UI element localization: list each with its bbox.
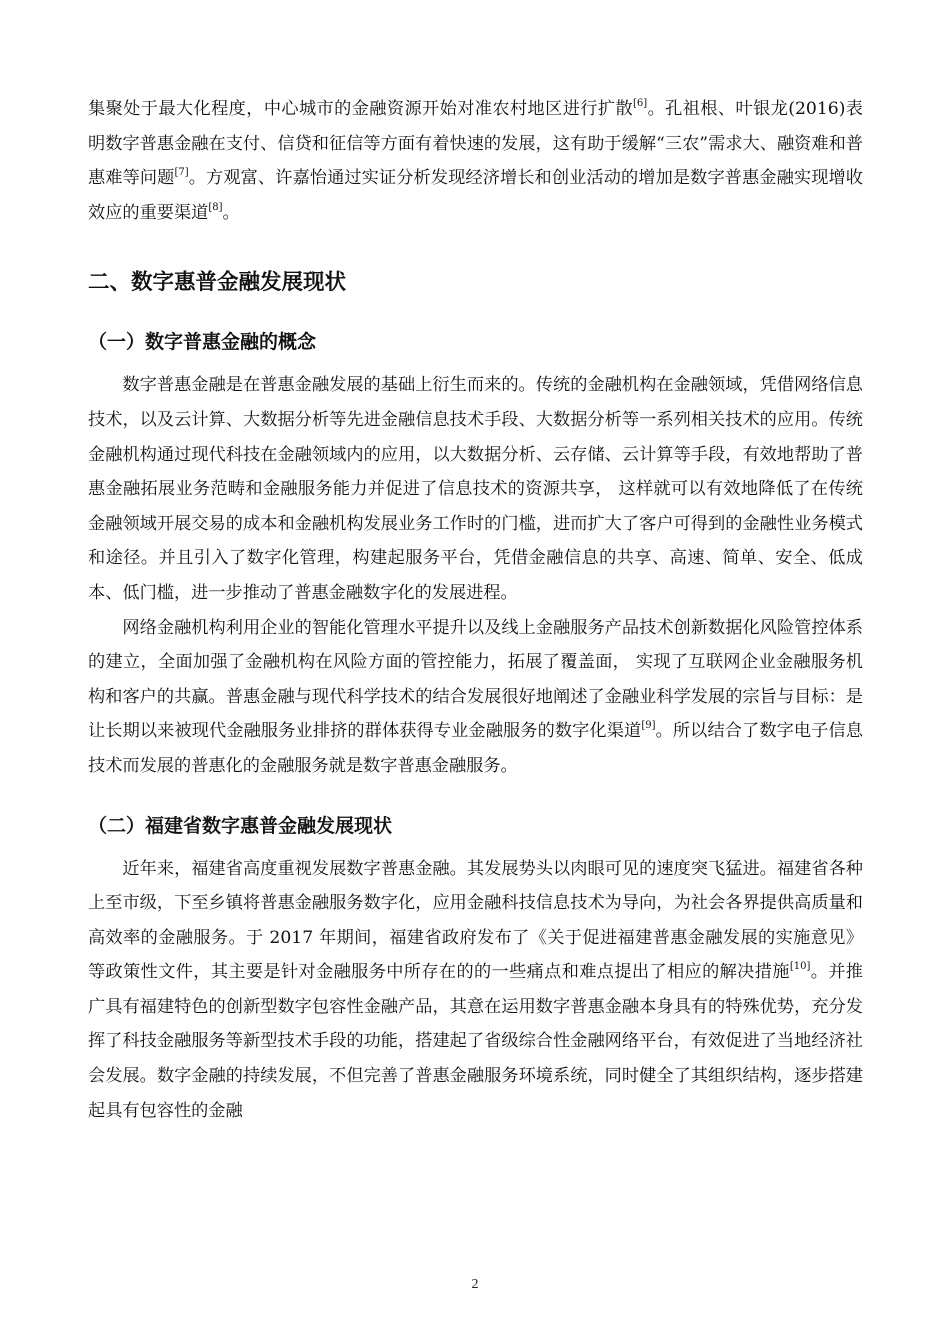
page-content bbox=[88, 92, 863, 1128]
page-number: 2 bbox=[471, 1277, 479, 1292]
citation-ref: [8] bbox=[208, 201, 223, 213]
paragraph-fujian bbox=[88, 852, 863, 1129]
citation-ref: [7] bbox=[174, 167, 189, 179]
text-run: 集聚处于最大化程度，中心城市的金融资源开始对准农村地区进行扩散 bbox=[88, 99, 634, 119]
subsection-heading-fujian: （二）福建省数字惠普金融发展现状 bbox=[88, 814, 393, 837]
text-run: 。 bbox=[222, 202, 240, 223]
section-heading: 二、数字惠普金融发展现状 bbox=[88, 270, 347, 296]
paragraph-concept-1: 数字普惠金融是在普惠金融发展的基础上衍生而来的。传统的金融机构在金融领域，凭借网络信息技术，以及云计算、大数据分析等先进金融信息技术手段、大数据分析等一系列相关技术的应用。传统金融机构通过现代科技在金融领域内的应用，以大数据分析、云存储、云计算等手段，有效地帮助了普惠金融拓展业务范畴和金融服务能力并促进了信息技术的资源共享， 这样就可以有效地降低了在传统金融领域开展交易的成本和金融机构发展业务工作时的门槛，进而扩大了客户可得到的金融性业务模式和途径。并且引入了数字化管理，构建起服务平台，凭借金融信息的共享、高速、简单、安全、低成本、低门槛，进一步推动了普惠金融数字化的发展进程。 bbox=[88, 375, 863, 603]
text-run: 网络金融机构利用企业的智能化管理水平提升以及线上金融服务产品技术创新数据化风险管控体系的建立，全面加强了金融机构在风险方面的管控能力，拓展了覆盖面， 实现了互联网企业金融服务机构和客户的共赢。普惠金融与现代科学技术的结合发展很好地阐述了金融业科学发展的宗旨与目标：是让长期以来被现代金融服务业排挤的群体获得专业金融服务的数字化渠道 bbox=[88, 617, 863, 742]
citation-ref: [10] bbox=[789, 961, 811, 973]
text-run: 。并推广具有福建特色的创新型数字包容性金融产品，其意在运用数字普惠金融本身具有的特殊优势，充分发挥了科技金融服务等新型技术手段的功能，搭建起了省级综合性金融网络平台，有效促进了当地经济社会发展。数字金融的持续发展，不但完善了普惠金融服务环境系统，同时健全了其组织结构，逐步搭建起具有包容性的金融 bbox=[88, 962, 863, 1121]
text-run: 近年来，福建省高度重视发展数字普惠金融。其发展势头以肉眼可见的速度突飞猛进。福建省各种上至市级，下至乡镇将普惠金融服务数字化，应用金融科技信息技术为导向，为社会各界提供高质量和高效率的金融服务。于 2017 年期间，福建省政府发布了《关于促进福建普惠金融发展的实施意见》等政策性文件，其主要是针对金融服务中所存在的的一些痛点和难点提出了相应的解决措施 bbox=[88, 858, 863, 983]
paragraph-concept-2 bbox=[88, 611, 863, 784]
subsection-heading-concept: （一）数字普惠金融的概念 bbox=[88, 331, 317, 354]
citation-ref: [9] bbox=[641, 720, 656, 732]
paragraph-literature-review bbox=[88, 92, 863, 230]
text-run: 。方观富、许嘉怡通过实证分析发现经济增长和创业活动的增加是数字普惠金融实现增收效应的重要渠道 bbox=[88, 168, 863, 223]
text-run: 。孔祖根、叶银龙(2016)表明数字普惠金融在支付、信贷和征信等方面有着快速的发展，这有助于缓解“三农”需求大、融资难和普惠难等问题 bbox=[88, 99, 863, 189]
text-run: 。所以结合了数字电子信息技术而发展的普惠化的金融服务就是数字普惠金融服务。 bbox=[88, 721, 863, 776]
citation-ref: [6] bbox=[633, 98, 648, 109]
